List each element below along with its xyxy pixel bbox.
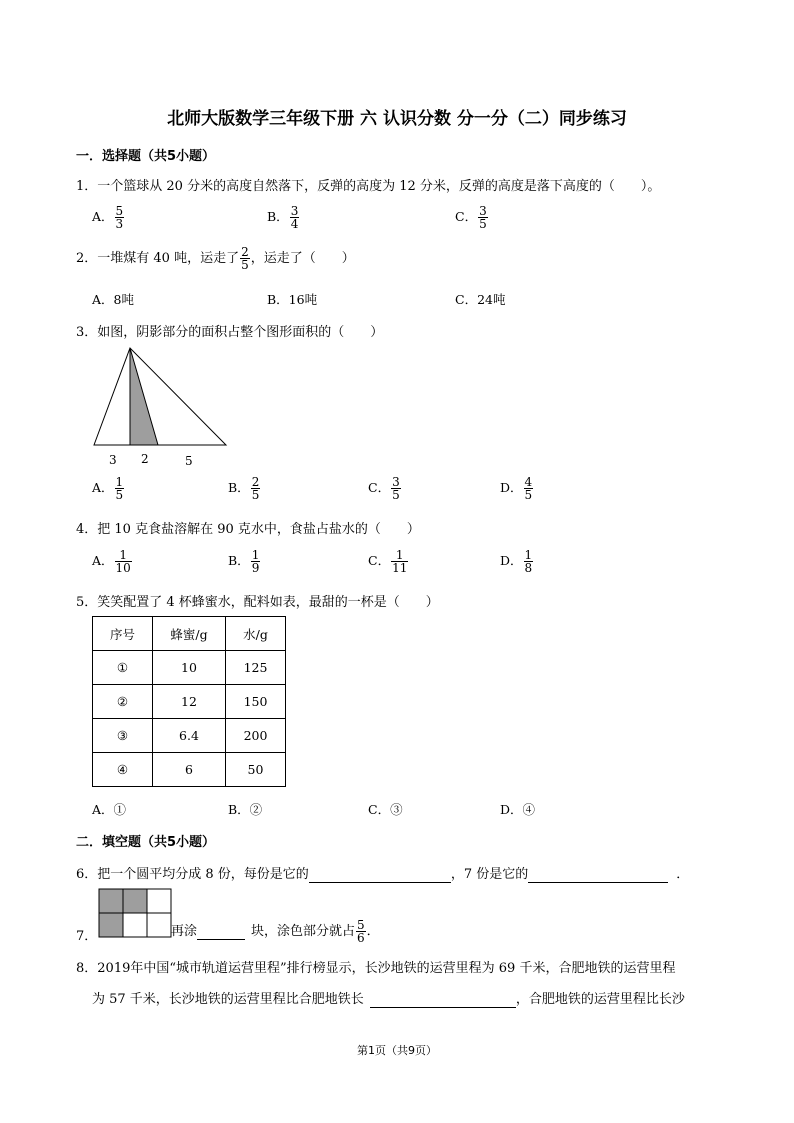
question-6-text: 6．把一个圆平均分成 8 份，每份是它的 ，7 份是它的 ． — [76, 867, 690, 882]
table-header: 序号 — [93, 617, 153, 651]
q4-option-a[interactable]: A． $\frac{1}{10}$ — [92, 548, 131, 575]
question-8-line-1: 8．2019年中国“城市轨道运营里程”排行榜显示，长沙地铁的运营里程为 69 千米，合肥地铁的运营里程 — [76, 961, 676, 976]
table-row — [93, 651, 286, 685]
q4-option-a-fraction: $\frac{1}{10}$ — [115, 548, 131, 575]
table-cell: 50 — [226, 753, 286, 787]
question-1-text: 1．一个篮球从 20 分米的高度自然落下，反弹的高度为 12 分米，反弹的高度是落下高度的（ ）。 — [76, 179, 661, 194]
grid-cell-empty — [123, 913, 147, 937]
question-7-text: 再涂 块，涂色部分就占 $\frac{5}{6}$ ． — [171, 918, 380, 945]
grid-cell-empty — [147, 889, 171, 913]
table-header: 水/g — [226, 617, 286, 651]
q5-option-c[interactable]: C．③ — [368, 802, 403, 817]
figure-label-2: 2 — [141, 452, 149, 466]
q7-fraction: $\frac{5}{6}$ — [357, 918, 365, 945]
table-cell: 6 — [153, 753, 226, 787]
table-header-row — [93, 617, 286, 651]
table-row — [93, 753, 286, 787]
q4-option-b-fraction: $\frac{1}{9}$ — [251, 548, 260, 575]
figure-label-5: 5 — [185, 454, 193, 468]
question-3-text: 3．如图，阴影部分的面积占整个图形面积的（ ） — [76, 325, 384, 340]
q6-answer-blank-1[interactable] — [309, 867, 451, 883]
q2-fraction: $\frac{2}{5}$ — [241, 245, 249, 272]
table-cell: 150 — [226, 685, 286, 719]
q8-answer-blank[interactable] — [370, 992, 516, 1008]
figure-label-3: 3 — [109, 453, 117, 467]
q1-option-c-fraction: $\frac{3}{5}$ — [479, 204, 487, 231]
table-cell: ① — [93, 651, 153, 685]
q3-option-a-fraction: $\frac{1}{5}$ — [115, 475, 124, 502]
table-row — [93, 685, 286, 719]
table-cell: 200 — [226, 719, 286, 753]
q4-option-c-fraction: $\frac{1}{11}$ — [392, 548, 408, 575]
q3-option-c-fraction: $\frac{3}{5}$ — [392, 475, 400, 502]
q3-option-d-fraction: $\frac{4}{5}$ — [524, 475, 533, 502]
q4-option-b[interactable]: B． $\frac{1}{9}$ — [228, 548, 260, 575]
table-cell: ④ — [93, 753, 153, 787]
table-cell: ② — [93, 685, 153, 719]
q7-answer-blank[interactable] — [197, 924, 245, 940]
honey-water-table — [92, 616, 286, 787]
q4-option-d-fraction: $\frac{1}{8}$ — [524, 548, 533, 575]
q5-option-d[interactable]: D．④ — [500, 802, 536, 817]
q3-option-b-fraction: $\frac{2}{5}$ — [251, 475, 260, 502]
q2-option-c[interactable]: C．24吨 — [455, 292, 506, 307]
q1-option-b[interactable]: B． $\frac{3}{4}$ — [267, 204, 299, 231]
q1-option-a[interactable]: A． $\frac{5}{3}$ — [92, 204, 124, 231]
table-cell: ③ — [93, 719, 153, 753]
grid-cell-shaded — [99, 889, 123, 913]
q3-option-c[interactable]: C． $\frac{3}{5}$ — [368, 475, 400, 502]
q1-option-b-fraction: $\frac{3}{4}$ — [290, 204, 299, 231]
table-cell: 10 — [153, 651, 226, 685]
q1-option-a-fraction: $\frac{5}{3}$ — [115, 204, 124, 231]
question-7-number: 7． — [76, 929, 98, 944]
q5-option-b[interactable]: B．② — [228, 802, 263, 817]
question-8-line-2: 为 57 千米，长沙地铁的运营里程比合肥地铁长 ，合肥地铁的运营里程比长沙 — [92, 992, 685, 1007]
table-header: 蜂蜜/g — [153, 617, 226, 651]
grid-cell-empty — [147, 913, 171, 937]
q2-option-a[interactable]: A．8吨 — [92, 292, 134, 307]
question-2-text: 2．一堆煤有 40 吨，运走了 $\frac{2}{5}$ ，运走了（ ） — [76, 245, 355, 272]
table-cell: 125 — [226, 651, 286, 685]
table-cell: 6.4 — [153, 719, 226, 753]
triangle-figure — [88, 340, 238, 470]
table-cell: 12 — [153, 685, 226, 719]
question-5-text: 5．笑笑配置了 4 杯蜂蜜水，配料如表，最甜的一杯是（ ） — [76, 595, 439, 610]
page-footer: 第1页（共9页） — [357, 1044, 437, 1057]
q4-option-c[interactable]: C． $\frac{1}{11}$ — [368, 548, 408, 575]
q2-option-b[interactable]: B．16吨 — [267, 292, 318, 307]
q6-answer-blank-2[interactable] — [528, 867, 668, 883]
section-heading-choice: 一．选择题（共5小题） — [76, 149, 216, 164]
table-row — [93, 719, 286, 753]
shading-grid — [98, 888, 172, 938]
grid-cell-shaded — [123, 889, 147, 913]
section-heading-fill: 二．填空题（共5小题） — [76, 835, 216, 850]
q3-option-b[interactable]: B． $\frac{2}{5}$ — [228, 475, 260, 502]
q3-option-a[interactable]: A． $\frac{1}{5}$ — [92, 475, 124, 502]
triangle-outline — [94, 348, 226, 445]
page-title: 北师大版数学三年级下册 六 认识分数 分一分（二）同步练习 — [167, 109, 627, 129]
q1-option-c[interactable]: C． $\frac{3}{5}$ — [455, 204, 487, 231]
q5-option-a[interactable]: A．① — [92, 802, 127, 817]
question-4-text: 4．把 10 克食盐溶解在 90 克水中，食盐占盐水的（ ） — [76, 522, 420, 537]
grid-cell-shaded — [99, 913, 123, 937]
q3-option-d[interactable]: D． $\frac{4}{5}$ — [500, 475, 533, 502]
q4-option-d[interactable]: D． $\frac{1}{8}$ — [500, 548, 533, 575]
